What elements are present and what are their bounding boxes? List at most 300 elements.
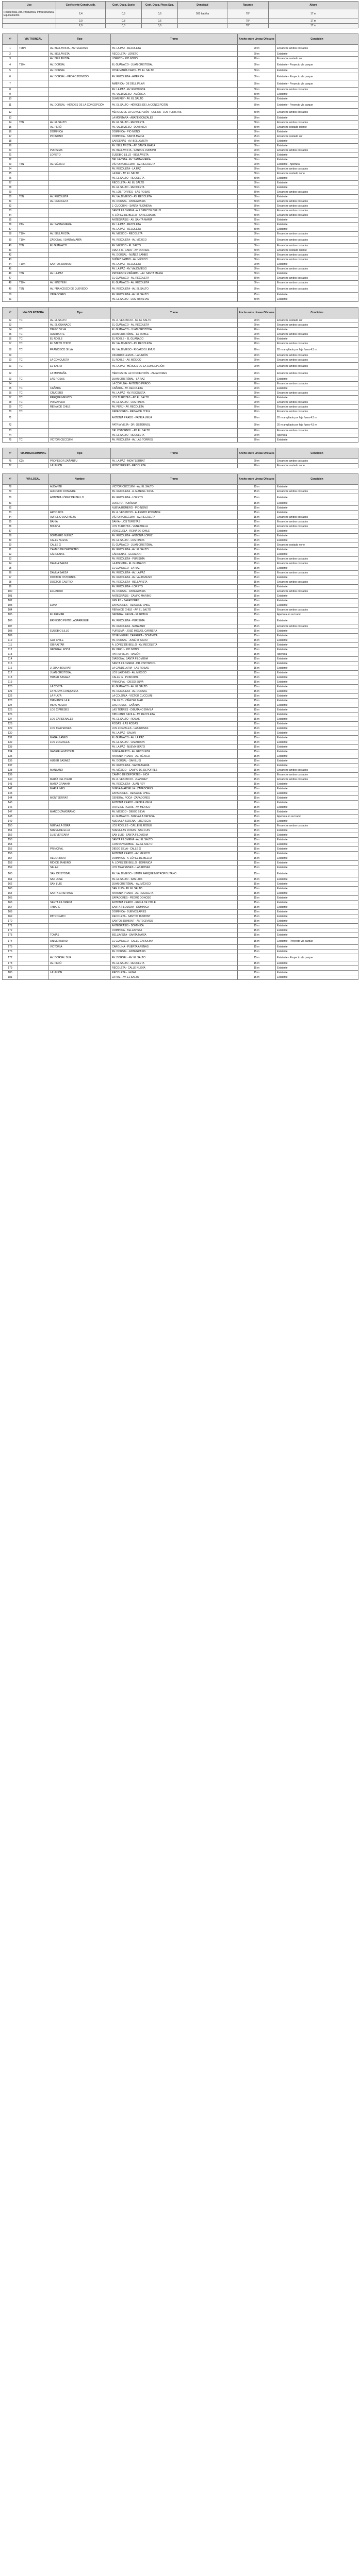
road-row [3, 575, 358, 580]
road-condition: Ensanche ambos costados [276, 199, 358, 204]
road-width: 15 m [238, 773, 276, 777]
road-width: 30 m [238, 267, 276, 272]
road-row [3, 571, 358, 575]
road-type [18, 599, 49, 603]
road-name: SAN LUIS [49, 882, 111, 887]
road-type [18, 629, 49, 634]
road-type [18, 144, 49, 148]
road-segment: AV. LA PAZ - AV. VALDIVIESO [111, 267, 238, 272]
coef-cell: Residencial, Act. Productiva, Infraestructura, Equipamiento [3, 9, 56, 19]
road-width: 15 m [238, 562, 276, 566]
road-segment: AV. A. VESPUCIO - JUAN REY [111, 777, 238, 782]
road-header-cell: Tramo [111, 308, 238, 318]
road-segment: LOS ZORZALES - LAS ROSAS [111, 726, 238, 731]
road-number: 18 [3, 139, 18, 144]
road-number: 133 [3, 745, 18, 750]
road-type [18, 433, 49, 438]
road-number: 11 [3, 101, 18, 109]
road-segment: LOS TRAPENSES - LAS ROSAS [111, 866, 238, 870]
road-type: T10N [18, 281, 49, 285]
road-condition: Existente [276, 272, 358, 276]
road-segment: LA CANDELARIA - LAS ROSAS [111, 666, 238, 671]
road-width: 15 m [238, 877, 276, 882]
road-width: 15 m [238, 791, 276, 796]
road-width: 15 m [238, 694, 276, 699]
road-condition: Existente [276, 657, 358, 662]
road-condition: Ensanche costado norte [276, 464, 358, 468]
road-width: 15 m [238, 529, 276, 534]
road-number: 55 [3, 332, 18, 337]
coef-row [3, 9, 358, 19]
road-number: 53 [3, 323, 18, 328]
road-segment: J. CUCCUINI - SANTA FILOMENA [111, 204, 238, 209]
road-name: UNIVERSIDAD [49, 938, 111, 945]
road-row [3, 842, 358, 847]
road-condition: Existente [276, 919, 358, 924]
road-number: 67 [3, 396, 18, 400]
road-row [3, 236, 358, 244]
road-width: 15 m [238, 759, 276, 764]
road-name: AV. EINSTEIN [49, 281, 111, 285]
road-number: 88 [3, 534, 18, 538]
road-segment: CÁRDENAS - ECUADOR [111, 552, 238, 557]
road-segment: VÍCTOR CUCCUINI - AV. EL SALTO [111, 485, 238, 489]
coef-cell: 500 hab/ha [178, 9, 227, 19]
road-type: TC [18, 386, 49, 391]
road-segment: AV. VALDIVIESO - RICARDO LEMUS [111, 346, 238, 353]
road-number: 90 [3, 543, 18, 548]
road-condition: Existente [276, 538, 358, 543]
road-width: 15 m [238, 971, 276, 975]
road-type [18, 580, 49, 585]
road-type [18, 680, 49, 685]
road-type [18, 153, 49, 158]
road-number: 158 [3, 861, 18, 866]
road-row [3, 819, 358, 824]
road-condition: Existente [276, 975, 358, 980]
road-condition: Ensanche ambos costados [276, 562, 358, 566]
road-width: 20 m [238, 57, 276, 61]
road-name: TOMAS [49, 933, 111, 938]
road-row [3, 740, 358, 745]
road-segment: NUEVA BEATO - AV. RECOLETA [111, 750, 238, 754]
road-width: 15 m [238, 824, 276, 828]
road-segment: AV. EL SALTO - CIMARRON [111, 740, 238, 745]
road-segment: SANTOS DUMONT - ANTEGRASIS [111, 919, 238, 924]
road-width: 15 m [238, 887, 276, 891]
road-segment: CON NOVIEMBRE - AV. EL SALTO [111, 842, 238, 847]
road-width: 15 m [238, 852, 276, 856]
road-number: 140 [3, 777, 18, 782]
road-row [3, 223, 358, 227]
road-row [3, 805, 358, 810]
road-condition: Existente [276, 717, 358, 722]
road-segment: LA COLONIA - VÍCTOR CUCCUINI [111, 694, 238, 699]
road-number: 58 [3, 346, 18, 353]
road-type [18, 172, 49, 176]
road-name [49, 529, 111, 534]
road-row [3, 218, 358, 223]
coef-cell: 70° [227, 19, 269, 24]
road-segment: AV. RECOLETA - AV. LAS TORRES [111, 438, 238, 443]
road-name: LOS CARDENALES [49, 717, 111, 722]
road-name: CRUCERO [49, 391, 111, 396]
road-condition: Existente [276, 594, 358, 599]
road-number: 72 [3, 421, 18, 429]
road-number: 146 [3, 805, 18, 810]
road-row [3, 92, 358, 97]
road-name: JUAN CRISTÓBAL [49, 671, 111, 675]
road-type [18, 92, 49, 97]
road-row [3, 585, 358, 589]
coef-cell: 0,8 [106, 24, 142, 28]
road-condition: Existente [276, 97, 358, 101]
road-condition: Existente [276, 629, 358, 634]
road-number: 61 [3, 363, 18, 370]
road-segment: CALLE G - PRINCIPAL [111, 675, 238, 680]
road-width: 15 m [238, 736, 276, 740]
road-width: 15 m [238, 801, 276, 805]
road-row [3, 153, 358, 158]
road-segment: NUEVA LA SERENA - LUCRECIA [111, 819, 238, 824]
road-type [18, 782, 49, 787]
road-width: 15 m [238, 580, 276, 585]
road-type: TC [18, 400, 49, 405]
road-number: 97 [3, 575, 18, 580]
road-type [18, 248, 49, 253]
road-segment: AV. DORSAL - ANTEGRASIS [111, 199, 238, 204]
road-width: 15 m [238, 511, 276, 515]
road-number: 117 [3, 671, 18, 675]
road-header-cell: Tipo [49, 448, 111, 459]
road-condition: Ensanche costado norte [276, 172, 358, 176]
road-row [3, 662, 358, 666]
road-type [18, 810, 49, 815]
road-segment: AV. DORSAL - SAN LUIS [111, 759, 238, 764]
road-condition: Existente [276, 699, 358, 703]
road-condition: Existente [276, 924, 358, 928]
road-width: 20 m [238, 382, 276, 386]
section-gap [2, 468, 358, 473]
road-segment: AV. LA PAZ - RECOLETA [111, 45, 238, 52]
coef-header-cell: Coef. Ocup. Pisos Sup. [142, 2, 178, 9]
road-row [3, 61, 358, 69]
road-number: 23 [3, 162, 18, 167]
road-type [18, 971, 49, 975]
road-segment: LOS ROBLES - CALLE EL ROBLE [111, 824, 238, 828]
road-width: 30 m [238, 213, 276, 218]
road-width: 30 m [238, 244, 276, 248]
road-row [3, 363, 358, 370]
road-number: 143 [3, 791, 18, 796]
road-type [18, 736, 49, 740]
road-name: LUIS VERGARA [49, 833, 111, 838]
road-segment: DIAZ J. M. CARO - AV. DORSAL [111, 248, 238, 253]
road-number: 9 [3, 92, 18, 97]
road-width: 25 m [238, 293, 276, 297]
road-number: 113 [3, 652, 18, 657]
road-row [3, 694, 358, 699]
road-condition: Existente [276, 599, 358, 603]
road-condition: Existente [276, 708, 358, 713]
road-number: 52 [3, 318, 18, 323]
road-name: AV. LA PAZ [49, 272, 111, 276]
road-type [18, 828, 49, 833]
road-name: AV. SANTA MARÍA [49, 223, 111, 227]
road-condition: Existente [276, 116, 358, 121]
road-condition: Existente [276, 181, 358, 185]
road-segment: CAMPO DE DEPORTES - INCA [111, 773, 238, 777]
road-type [18, 824, 49, 828]
road-segment: REINA DE CHILE - AV. EL SALTO [111, 608, 238, 613]
road-width: 15 m [238, 731, 276, 736]
coef-cell: 0,8 [106, 19, 142, 24]
road-condition: Ensanche ambos costados [276, 382, 358, 386]
road-type: T8N [18, 272, 49, 276]
road-width: 15 m [238, 617, 276, 624]
road-condition: Existente [276, 671, 358, 675]
coef-row [3, 19, 358, 24]
road-segment: AV. MÉXICO - RECOLETA [111, 232, 238, 236]
road-header-cell: Ancho entre Líneas Oficiales [238, 448, 276, 459]
road-row [3, 410, 358, 414]
road-width: 30 m [238, 223, 276, 227]
road-header-cell: Nombre [49, 474, 111, 485]
road-segment: GENERAL PALMA - EL ROBLE [111, 613, 238, 617]
road-number: 63 [3, 377, 18, 382]
coef-header-cell: Coef. Ocup. Suelo [106, 2, 142, 9]
road-name [49, 297, 111, 302]
road-width: 15 m [238, 754, 276, 759]
road-name: DOCTOR OSTORNOL [49, 575, 111, 580]
road-row [3, 675, 358, 680]
road-name: BOMBERO NUÑEZ [49, 534, 111, 538]
road-segment: DOMINICA - BELLAVISTA [111, 928, 238, 933]
road-width: 15 m [238, 648, 276, 652]
road-width: 15 m [238, 501, 276, 506]
road-width: 20 m [238, 410, 276, 414]
road-condition: Ensanche ambos costados [276, 571, 358, 575]
road-name: CALLE G [49, 543, 111, 548]
road-table-1 [2, 33, 358, 302]
road-name [49, 167, 111, 172]
road-row [3, 914, 358, 919]
road-row [3, 703, 358, 708]
road-name [49, 910, 111, 914]
road-width: 15 m [238, 685, 276, 689]
road-type [18, 938, 49, 945]
road-type [18, 227, 49, 232]
road-type [18, 919, 49, 924]
road-type [18, 905, 49, 910]
road-name: LOS CIPRESES [49, 708, 111, 713]
road-number: 167 [3, 905, 18, 910]
road-segment: PURÍSIMA - JOSÉ MIGUEL CARRERA [111, 629, 238, 634]
road-segment: AV. RECOLETA - AV. EL SALTO [111, 548, 238, 552]
road-condition: Existente [276, 796, 358, 801]
road-number: 121 [3, 689, 18, 694]
road-width: 15 m [238, 634, 276, 638]
road-width: 15 m [238, 589, 276, 594]
road-row [3, 919, 358, 924]
road-condition: Ensanche ambos costados [276, 45, 358, 52]
road-row [3, 57, 358, 61]
road-segment: RECOLETA - AV. EL SALTO [111, 181, 238, 185]
road-type [18, 773, 49, 777]
road-name: EL PALMAR [49, 613, 111, 617]
road-row [3, 557, 358, 562]
road-type: TC [18, 391, 49, 396]
road-type [18, 652, 49, 657]
road-type [18, 267, 49, 272]
road-type [18, 209, 49, 213]
road-segment: ANTEGRASIS - AV. SANTA MARÍA [111, 218, 238, 223]
road-row [3, 97, 358, 101]
road-number: 98 [3, 580, 18, 585]
road-condition: Ensanche ambos costados [276, 285, 358, 293]
road-name: LA UNIÓN [49, 971, 111, 975]
road-width: 15 m [238, 713, 276, 717]
road-segment: LORETO - PIO NONO [111, 57, 238, 61]
road-segment: ANTONIA PRADO - AV. MÉXICO [111, 852, 238, 856]
road-number: 34 [3, 213, 18, 218]
road-row [3, 195, 358, 199]
road-segment: SANTA FILOMENA - AV. EL SALTO [111, 838, 238, 842]
road-condition: Existente - Proyecto vía parque [276, 101, 358, 109]
road-width: 30 m [238, 88, 276, 92]
road-type [18, 548, 49, 552]
road-name: VÍCTOR CUCCUINI [49, 438, 111, 443]
road-condition: Ensanche costado oriente [276, 248, 358, 253]
road-segment: EL GUANACO - NUEVA LA DEHESA [111, 815, 238, 819]
road-row [3, 248, 358, 253]
road-width: 15 m [238, 520, 276, 524]
road-row [3, 328, 358, 332]
road-name: EL SALTO CHICO [49, 342, 111, 346]
road-type [18, 933, 49, 938]
road-width: 15 m [238, 652, 276, 657]
road-width: 15 m [238, 777, 276, 782]
road-segment: EL GUANACO - AV. LA PAZ [111, 736, 238, 740]
road-row [3, 382, 358, 386]
road-row [3, 566, 358, 571]
road-segment: AV. RECOLETA - MANZANO [111, 624, 238, 629]
road-segment: DOMINICA - BUENOS AIRES [111, 910, 238, 914]
road-row [3, 938, 358, 945]
road-condition: Existente [276, 494, 358, 501]
road-row [3, 489, 358, 494]
road-type [18, 722, 49, 726]
road-segment: LA PAZ - AV. EL SALTO [111, 975, 238, 980]
road-condition: Ensanche ambos costados [276, 276, 358, 281]
road-type [18, 764, 49, 768]
road-name: AV. MÉXICO [49, 162, 111, 167]
road-condition: Existente [276, 713, 358, 717]
road-condition: Existente [276, 966, 358, 971]
road-width: 30 m [238, 80, 276, 88]
coef-cell: 0,6 [142, 24, 178, 28]
road-width: 15 m [238, 782, 276, 787]
road-name: BAHIA [49, 520, 111, 524]
road-segment: DOMINICA - SANTA MARÍA [111, 134, 238, 139]
road-segment: AV. DORSAL - ANTEGRASIS [111, 589, 238, 594]
road-width: 20 m [238, 353, 276, 358]
road-segment: LOS TURISTAS - VENEZUELA [111, 524, 238, 529]
road-condition: Ensanche costado norte [276, 543, 358, 548]
road-row [3, 971, 358, 975]
road-name: VICTORIA [49, 945, 111, 950]
road-row [3, 346, 358, 353]
road-row [3, 134, 358, 139]
road-number: 177 [3, 954, 18, 961]
road-segment: AV. LA PAZ - HÉROES DE LA CONCEPCIÓN [111, 363, 238, 370]
road-number: 32 [3, 204, 18, 209]
road-segment: AV. RECOLETA - AV. VALDIVIESO [111, 575, 238, 580]
road-number: 108 [3, 629, 18, 634]
road-header-row [3, 34, 358, 45]
road-name: PIO NONO [49, 134, 111, 139]
road-segment: JUAN CRISTÓBAL - AV. MÉXICO [111, 882, 238, 887]
road-number: 107 [3, 624, 18, 629]
road-width: 15 m [238, 675, 276, 680]
road-row [3, 80, 358, 88]
road-name: AV. PERÚ [49, 125, 111, 130]
road-row [3, 552, 358, 557]
road-segment: AV. RECOLETA - PURÍSIMA [111, 557, 238, 562]
road-segment: NUEVA ROMERO - PIO NONO [111, 506, 238, 511]
road-number: 160 [3, 870, 18, 877]
road-row [3, 801, 358, 805]
road-segment: VÍCTOR CUCCUINI - AV. RECOLETA [111, 162, 238, 167]
road-name [49, 599, 111, 603]
road-condition: Existente [276, 896, 358, 901]
road-type [18, 190, 49, 195]
road-name: BOLIVIA [49, 524, 111, 529]
road-type: TC [18, 396, 49, 400]
road-condition: Existente [276, 648, 358, 652]
road-name: AV. DORSAL [49, 69, 111, 73]
road-number: 60 [3, 358, 18, 363]
road-header-cell: N° [3, 308, 18, 318]
road-width: 25 m [238, 134, 276, 139]
road-name: HUBER BASAEZ [49, 675, 111, 680]
road-segment: INGLÉS - ZAPADORES [111, 599, 238, 603]
road-condition: Existente [276, 566, 358, 571]
road-type: T10N [18, 232, 49, 236]
road-width: 30 m [238, 158, 276, 162]
road-condition: Existente [276, 262, 358, 267]
road-segment: AV. RECOLETA - JUAN REY [111, 782, 238, 787]
road-width: 15 m [238, 866, 276, 870]
road-row [3, 405, 358, 410]
road-number: 83 [3, 511, 18, 515]
road-row [3, 400, 358, 405]
road-width: 15 m [238, 847, 276, 852]
road-condition: Existente [276, 689, 358, 694]
road-segment: AV. RECOLETA - BELLAVISTA [111, 580, 238, 585]
road-name [49, 80, 111, 88]
road-width: 30 m [238, 153, 276, 158]
road-number: 128 [3, 722, 18, 726]
road-condition: Existente [276, 852, 358, 856]
road-width: 30 m [238, 272, 276, 276]
road-type [18, 515, 49, 520]
road-name: ZAGONAL / SANTA MARÍA [49, 236, 111, 244]
road-type: TC [18, 358, 49, 363]
road-type [18, 896, 49, 901]
road-number: 77 [3, 464, 18, 468]
road-segment: BAHÍA - LOS TURISTAS [111, 520, 238, 524]
